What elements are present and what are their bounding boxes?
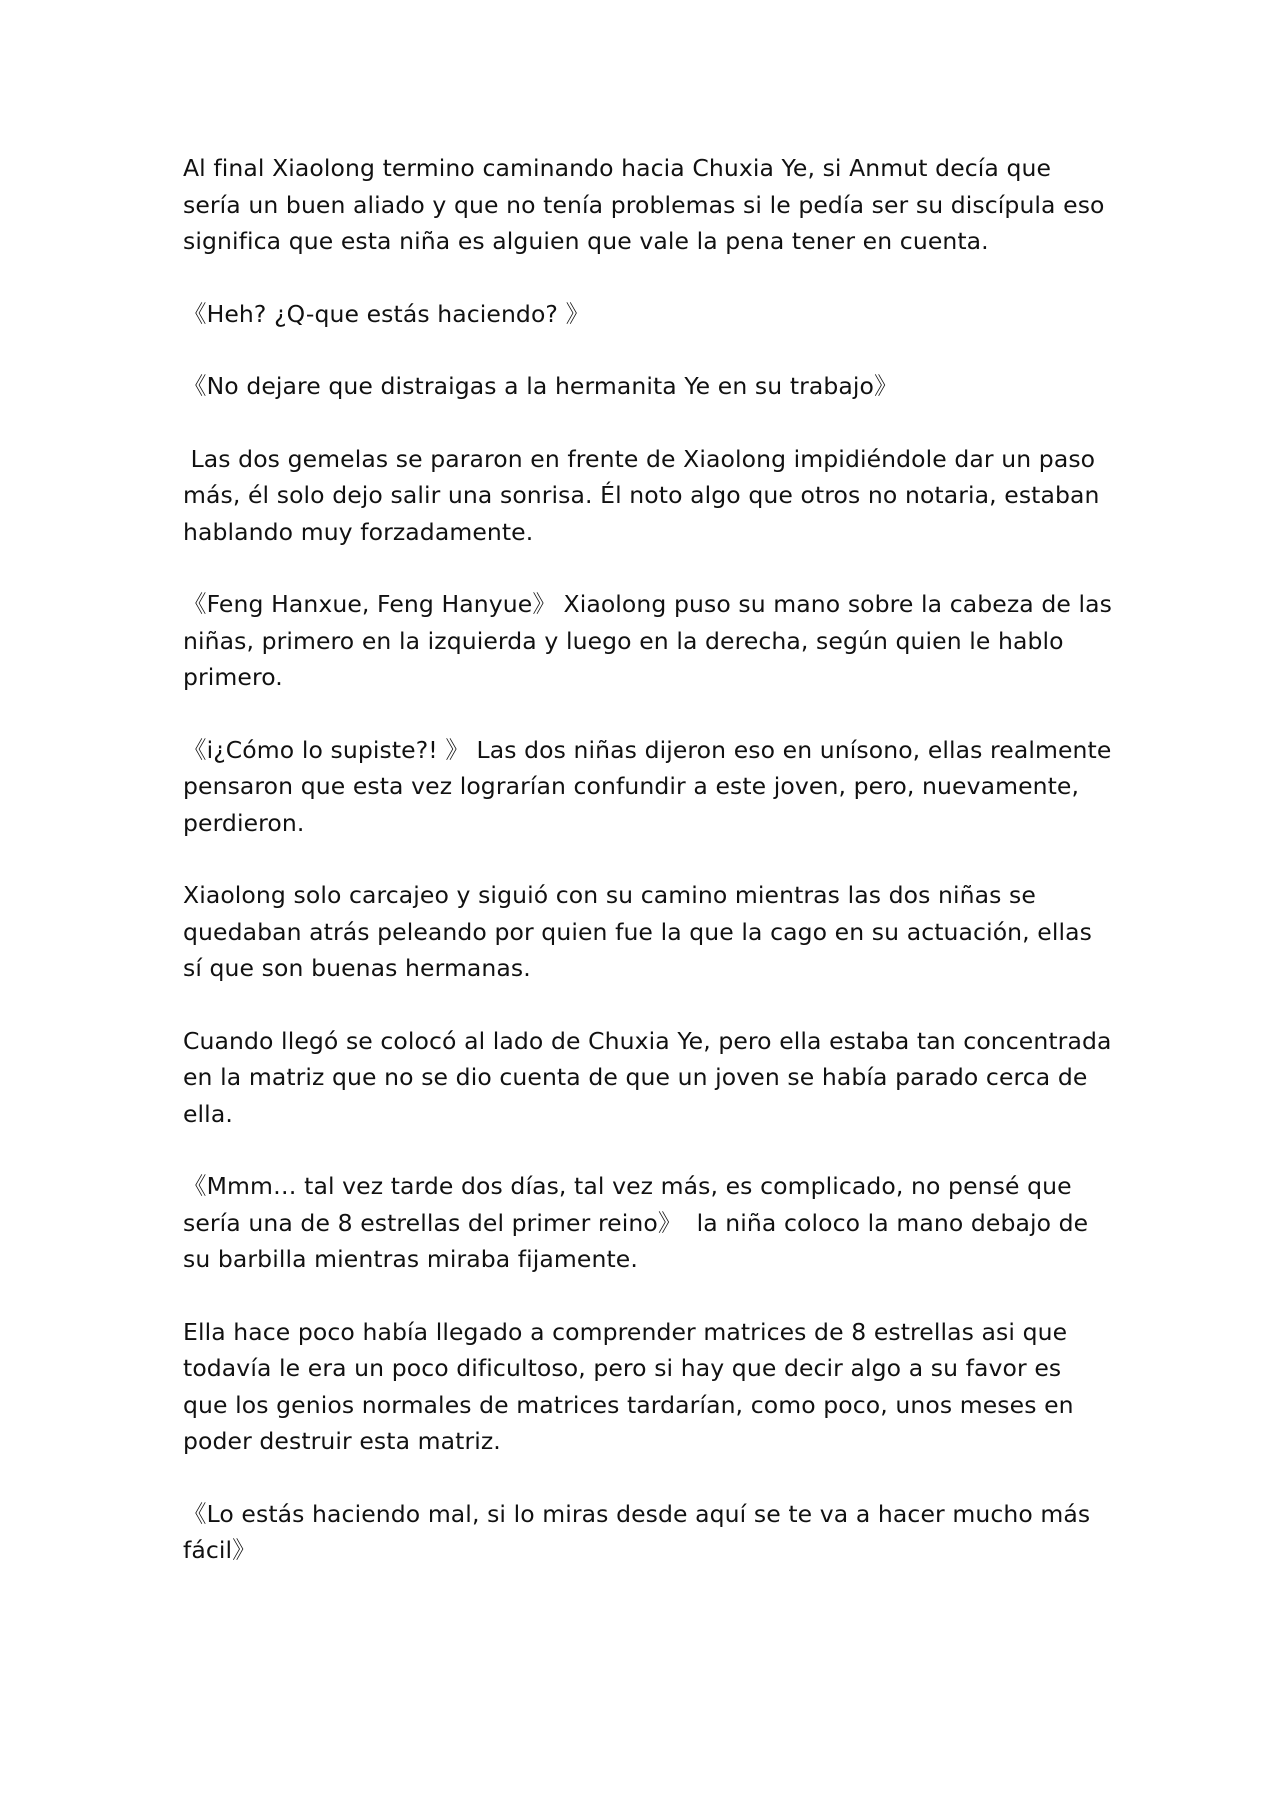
paragraph: Ella hace poco había llegado a comprender matrices de 8 estrellas asi que todavía le era un poco dificultoso, pero si hay que decir algo a su favor es que los genios normales de matrices tardarían, como poco, unos meses en poder destruir esta matriz. — [183, 1317, 1082, 1455]
paragraph: Xiaolong solo carcajeo y siguió con su camino mientras las dos niñas se quedaban atrás peleando por quien fue la que la cago en su actuación, ellas sí que son buenas hermanas. — [183, 881, 1100, 982]
paragraph: 《i¿Cómo lo supiste?! 》 Las dos niñas dijeron eso en unísono, ellas realmente pensaron que esta vez lograrían confundir a este joven, pero, nuevamente, perdieron. — [183, 735, 1119, 837]
document-body — [183, 150, 1120, 1605]
paragraph: 《No dejare que distraigas a la hermanita Ye en su trabajo》 — [183, 372, 898, 400]
paragraph: Al final Xiaolong termino caminando hacia Chuxia Ye, si Anmut decía que sería un buen aliado y que no tenía problemas si le pedía ser su discípula eso significa que esta niña es alguien que vale la pena tener en cuenta. — [183, 154, 1113, 255]
paragraph: 《Lo estás haciendo mal, si lo miras desde aquí se te va a hacer mucho más fácil》 — [183, 1499, 1098, 1564]
paragraph: 《Mmm… tal vez tarde dos días, tal vez más, es complicado, no pensé que sería una de 8 estrellas del primer reino》 la niña coloco la mano debajo de su barbilla mientras miraba fijamente. — [183, 1172, 1096, 1273]
paragraph: Cuando llegó se colocó al lado de Chuxia Ye, pero ella estaba tan concentrada en la matriz que no se dio cuenta de que un joven se había parado cerca de ella. — [183, 1026, 1120, 1128]
paragraph: 《Feng Hanxue, Feng Hanyue》 Xiaolong puso su mano sobre la cabeza de las niñas, primero en la izquierda y luego en la derecha, según quien le hablo primero. — [183, 590, 1120, 691]
paragraph: Las dos gemelas se pararon en frente de Xiaolong impidiéndole dar un paso más, él solo dejo salir una sonrisa. Él noto algo que otros no notaria, estaban hablando muy forzadamente. — [183, 444, 1108, 546]
paragraph: 《Heh? ¿Q-que estás haciendo? 》 — [183, 299, 590, 328]
